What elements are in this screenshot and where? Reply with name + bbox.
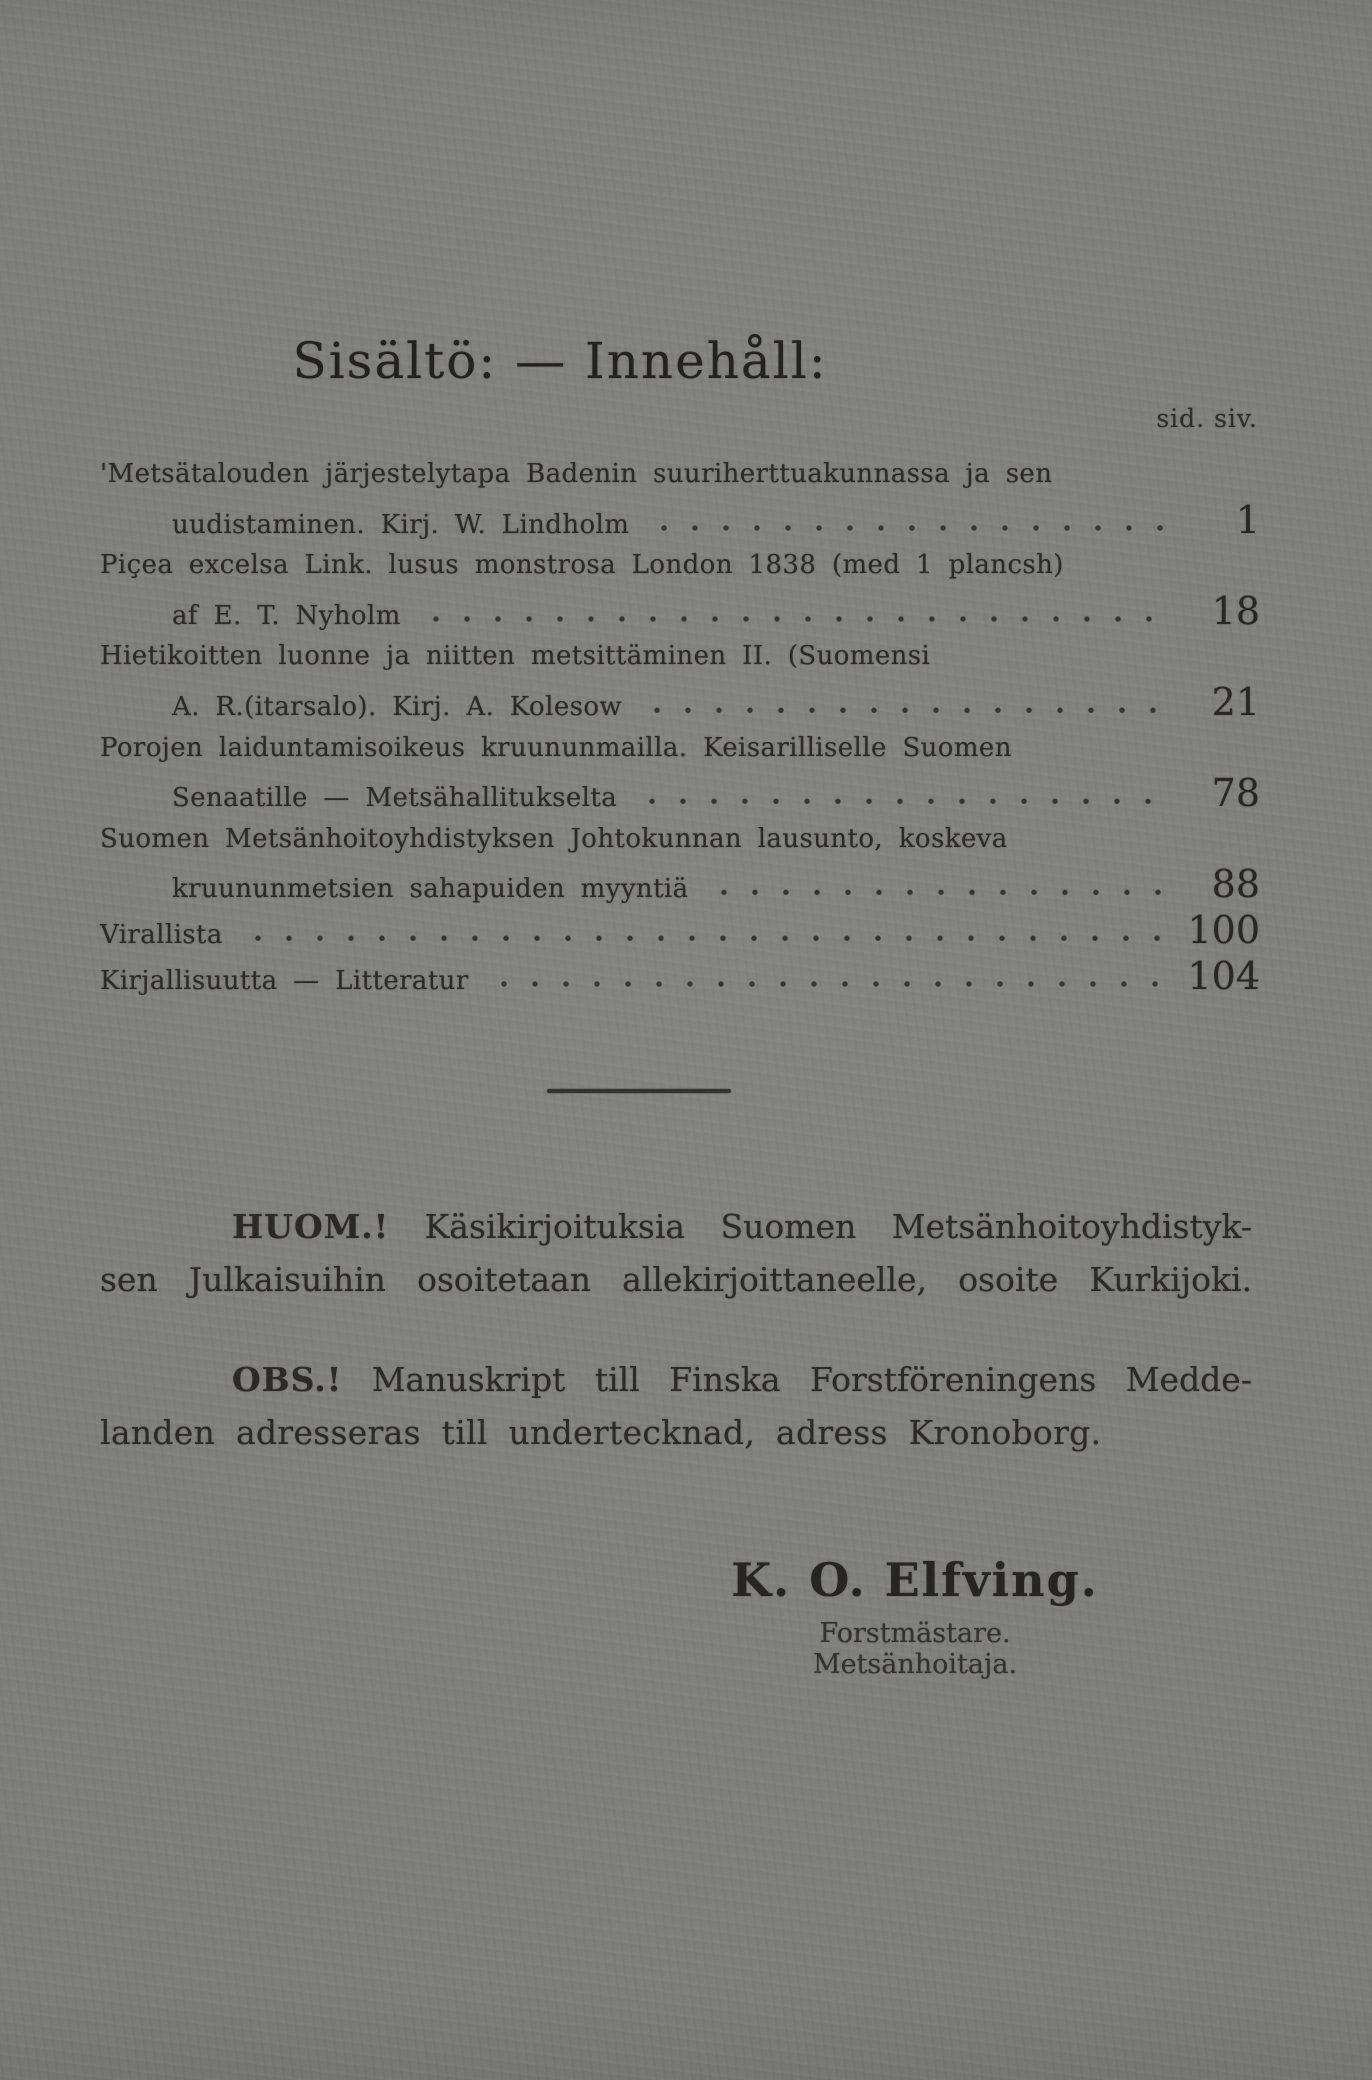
signature-name: K. O. Elfving.: [731, 1553, 1099, 1607]
toc-entry-line: [100, 726, 1260, 772]
toc-entry-line: [100, 543, 1260, 589]
paragraph-word: Finska: [669, 1360, 781, 1399]
toc-page-number: 21: [1211, 679, 1260, 724]
paragraph-word: Käsikirjoituksia: [424, 1207, 686, 1246]
paragraph-word: Manuskript: [371, 1360, 566, 1399]
paragraph-word: allekirjoittaneelle,: [622, 1260, 928, 1299]
toc-entry-text: uudistaminen. Kirj. W. Lindholm: [172, 509, 630, 540]
paragraph-word: Medde-: [1125, 1360, 1252, 1399]
toc-page-number: 18: [1211, 588, 1260, 633]
paragraph-line: landen adresseras till undertecknad, adress Kronoborg.: [100, 1413, 1102, 1452]
toc-entry-text: Porojen laiduntamisoikeus kruununmailla. Keisarilliselle Suomen: [100, 732, 1012, 763]
paragraph-line: [100, 1353, 1252, 1406]
dot-leader: [649, 498, 1170, 544]
toc-page-number: 1: [1235, 497, 1260, 542]
toc-entry-text: Virallista: [100, 919, 223, 950]
toc-entry-line: [100, 817, 1260, 863]
paragraph-word: Kurkijoki.: [1089, 1260, 1252, 1299]
toc-entry-line: [100, 589, 1260, 635]
paragraph-word: Suomen: [720, 1207, 857, 1246]
toc-entry-line: [100, 452, 1260, 498]
dot-leader: [637, 771, 1170, 817]
dot-leader: [642, 680, 1170, 726]
dot-leader: [489, 954, 1170, 1000]
paragraph-line: [100, 1200, 1252, 1253]
dot-leader: [421, 589, 1170, 635]
signature-title-finnish: Metsänhoitaja.: [812, 1649, 1018, 1680]
toc-page-number: 100: [1187, 907, 1260, 952]
obs-lead-word: OBS.!: [232, 1360, 343, 1399]
page-title: Sisältö: — Innehåll:: [292, 332, 828, 390]
signature-block: [615, 1552, 1215, 1680]
signature-title-swedish: Forstmästare.: [819, 1618, 1011, 1649]
toc-entry-text: A. R.(itarsalo). Kirj. A. Kolesow: [172, 691, 623, 722]
paragraph-word: Forstföreningens: [810, 1360, 1097, 1399]
toc-entry-line: [100, 862, 1260, 908]
toc-page-number: 104: [1187, 953, 1260, 998]
paragraph-word: Julkaisuihin: [188, 1260, 386, 1299]
toc-entry-line: [100, 634, 1260, 680]
paragraph-word: osoitetaan: [417, 1260, 591, 1299]
toc-entry-text: Hietikoitten luonne ja niitten metsittäminen II. (Suomensi: [100, 641, 931, 672]
toc-page-number: 88: [1211, 862, 1260, 907]
toc-entry-text: Suomen Metsänhoitoyhdistyksen Johtokunnan lausunto, koskeva: [100, 823, 1008, 854]
table-of-contents: [100, 452, 1260, 999]
toc-entry-line: [100, 954, 1260, 1000]
paragraph-line: [100, 1253, 1252, 1306]
paragraph-word: osoite: [958, 1260, 1059, 1299]
dot-leader: [243, 908, 1170, 954]
toc-entry-line: [100, 908, 1260, 954]
paragraph-word: Metsänhoitoyhdistyk-: [891, 1207, 1252, 1246]
note-paragraph-huom: [100, 1200, 1252, 1306]
note-paragraph-obs: [100, 1353, 1252, 1459]
toc-page-number: 78: [1211, 771, 1260, 816]
toc-entry-text: Kirjallisuutta — Litteratur: [100, 965, 469, 996]
dot-leader: [709, 862, 1170, 908]
toc-entry-text: af E. T. Nyholm: [172, 600, 401, 631]
toc-entry-text: Piçea excelsa Link. lusus monstrosa London 1838 (med 1 plancsh): [100, 550, 1064, 581]
paragraph-word: till: [594, 1360, 640, 1399]
paragraph-word: sen: [100, 1260, 158, 1299]
toc-entry-line: [100, 771, 1260, 817]
horizontal-rule: [547, 1089, 731, 1093]
column-header-sid-siv: sid. siv.: [1156, 404, 1258, 433]
toc-entry-line: [100, 498, 1260, 544]
huom-lead-word: HUOM.!: [232, 1207, 390, 1246]
toc-entry-line: [100, 680, 1260, 726]
toc-entry-text: 'Metsätalouden järjestelytapa Badenin suuriherttuakunnassa ja sen: [100, 459, 1053, 489]
toc-entry-text: kruununmetsien sahapuiden myyntiä: [172, 874, 689, 905]
toc-entry-text: Senaatille — Metsähallitukselta: [172, 783, 618, 814]
